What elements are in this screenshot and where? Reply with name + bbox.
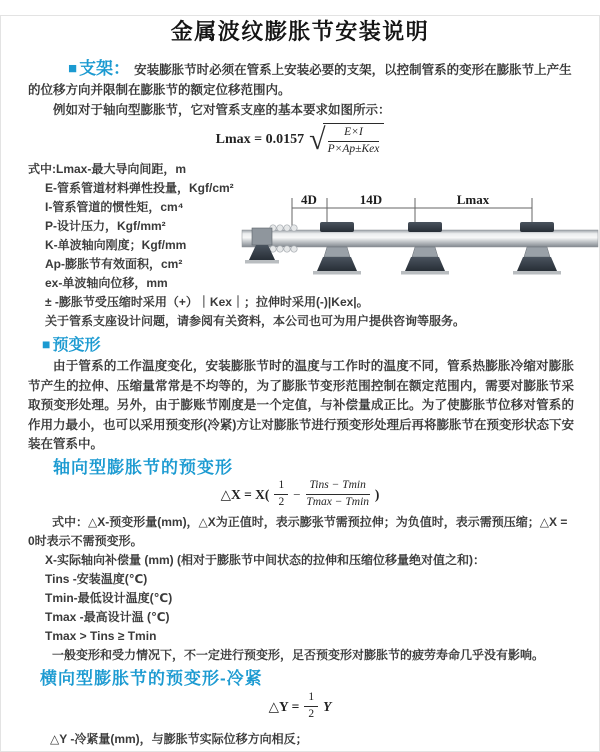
- temperature-fraction: $\frac{\text{Tins − Tmin}}{Tmax - Tmin}$: [306, 479, 370, 508]
- dim-label-lmax: Lmax: [456, 192, 490, 207]
- pipe: [242, 230, 598, 247]
- section-marker-icon: ■: [68, 60, 78, 77]
- lateral-subheading: 横向型膨胀节的预变形-冷紧: [40, 668, 263, 688]
- lmax-fraction-denominator: P×Ap±Kex: [327, 143, 380, 155]
- axial-note: Tmin-最低设计温度(℃): [45, 590, 173, 605]
- axial-formula-lhs: △X = X(: [220, 486, 270, 502]
- axial-formula: [0, 481, 600, 509]
- axial-note: 一般变形和受力情况下，不一定进行预变形，足否预变形对膨胀节的疲劳寿命几乎没有影响。: [52, 647, 545, 662]
- preform-section-heading: [42, 335, 600, 355]
- definition-line: E-管系管道材料弹性投量，Kgf/cm²: [45, 181, 234, 195]
- axial-subheading: 轴向型膨胀节的预变形: [53, 457, 233, 477]
- definition-line: ex-单波轴向位移，mm: [45, 276, 168, 290]
- definitions-block: [28, 160, 572, 331]
- definition-line: P-设计压力，Kgf/mm²: [45, 219, 166, 233]
- definition-line: K-单波轴向刚度；Kgf/mm: [45, 238, 187, 252]
- pipe-support-diagram: [240, 192, 600, 287]
- definition-line: Ap-膨胀节有效面积，cm²: [45, 257, 183, 271]
- preform-heading-label: 预变形: [52, 337, 101, 354]
- definition-line: I-管系管道的惯性矩，cm⁴: [45, 200, 184, 214]
- lateral-note: △Y -冷紧量(mm)，与膨胀节实际位移方向相反；: [50, 731, 308, 746]
- definition-line: ± -膨胀节受压缩时采用（+）｜Kex｜；拉伸时采用(-)|Kex|。: [45, 295, 369, 309]
- lmax-formula-lhs: Lmax = 0.0157: [215, 132, 305, 147]
- radical-icon: √: [309, 123, 326, 156]
- axial-note: X-实际轴向补偿量 (mm) (相对于膨胀节中间状态的拉伸和压缩位移量绝对值之和)：: [45, 552, 485, 567]
- definition-line: 关于管系支座设计问题，请参阅有关资料，本公司也可为用户提供咨询等服务。: [45, 314, 466, 328]
- radical-expression: [309, 123, 384, 157]
- axial-formula-rhs: ): [374, 486, 380, 502]
- support-intro-text: 安装膨胀节时必须在管系上安装必要的支架，以控制管系的变形在膨胀节上产生的位移方向并限制在膨胀节的额定位移范围内。: [28, 63, 572, 97]
- dim-label-14d: 14D: [359, 192, 383, 207]
- lmax-formula: [0, 124, 600, 156]
- axial-notes-block: [28, 513, 572, 665]
- axial-note: Tmax -最高设计温 (℃): [45, 609, 170, 624]
- half-fraction: $\frac{1}{2}$: [274, 479, 288, 510]
- lateral-formula-lhs: △Y =: [268, 698, 300, 714]
- pipe-support: [513, 222, 561, 275]
- lmax-fraction-numerator: E×I: [328, 126, 380, 142]
- page-title: 金属波纹膨胀节安装说明: [170, 19, 430, 44]
- support-intro-paragraph: [28, 59, 573, 100]
- half-fraction: $\frac{1}{2}$: [304, 691, 318, 722]
- pipe-support: [401, 222, 449, 275]
- preform-paragraph: 由于管系的工作温度变化，安装膨胀节时的温度与工作时的温度不同，管系热膨胀冷缩对膨胀节产生的拉伸、压缩量常常是不均等的，为了膨胀节变形范围控制在额定范围内，需要对膨胀节采取预变形处理。另外，由于膨账节刚度是一个定值，与补偿量成正比。为了使膨胀节位移对管系的作用力最小，也可以采用预变形(冷紧)方让对膨胀节进行预变形处理后再将膨胀节在预变形状态下安装在管系中。: [28, 359, 574, 451]
- pipe-support: [313, 222, 361, 275]
- axial-note: Tins -安装温度(℃): [45, 571, 148, 586]
- page: [0, 15, 600, 752]
- axial-note: 式中：△X-预变形量(mm)，△X为正值时，表示膨张节需预拉伸；为负值时，表示需预压缩；△X = 0时表示不需预变形。: [28, 514, 568, 548]
- minus-operator: −: [293, 486, 301, 502]
- section-marker-icon: ■: [42, 336, 51, 352]
- lateral-formula: [0, 693, 600, 721]
- axial-note: Tmax > Tins ≥ Tmin: [45, 628, 157, 643]
- lmax-fraction: [328, 126, 380, 157]
- support-section-heading: 支架：: [79, 59, 131, 78]
- dim-label-4d: 4D: [301, 192, 317, 207]
- lateral-formula-rhs: Y: [323, 698, 332, 714]
- support-example-line: 例如对于轴向型膨胀节，它对管系支座的基本要求如图所示：: [53, 103, 391, 117]
- definition-line: 式中:Lmax-最大导向间距，m: [28, 162, 187, 176]
